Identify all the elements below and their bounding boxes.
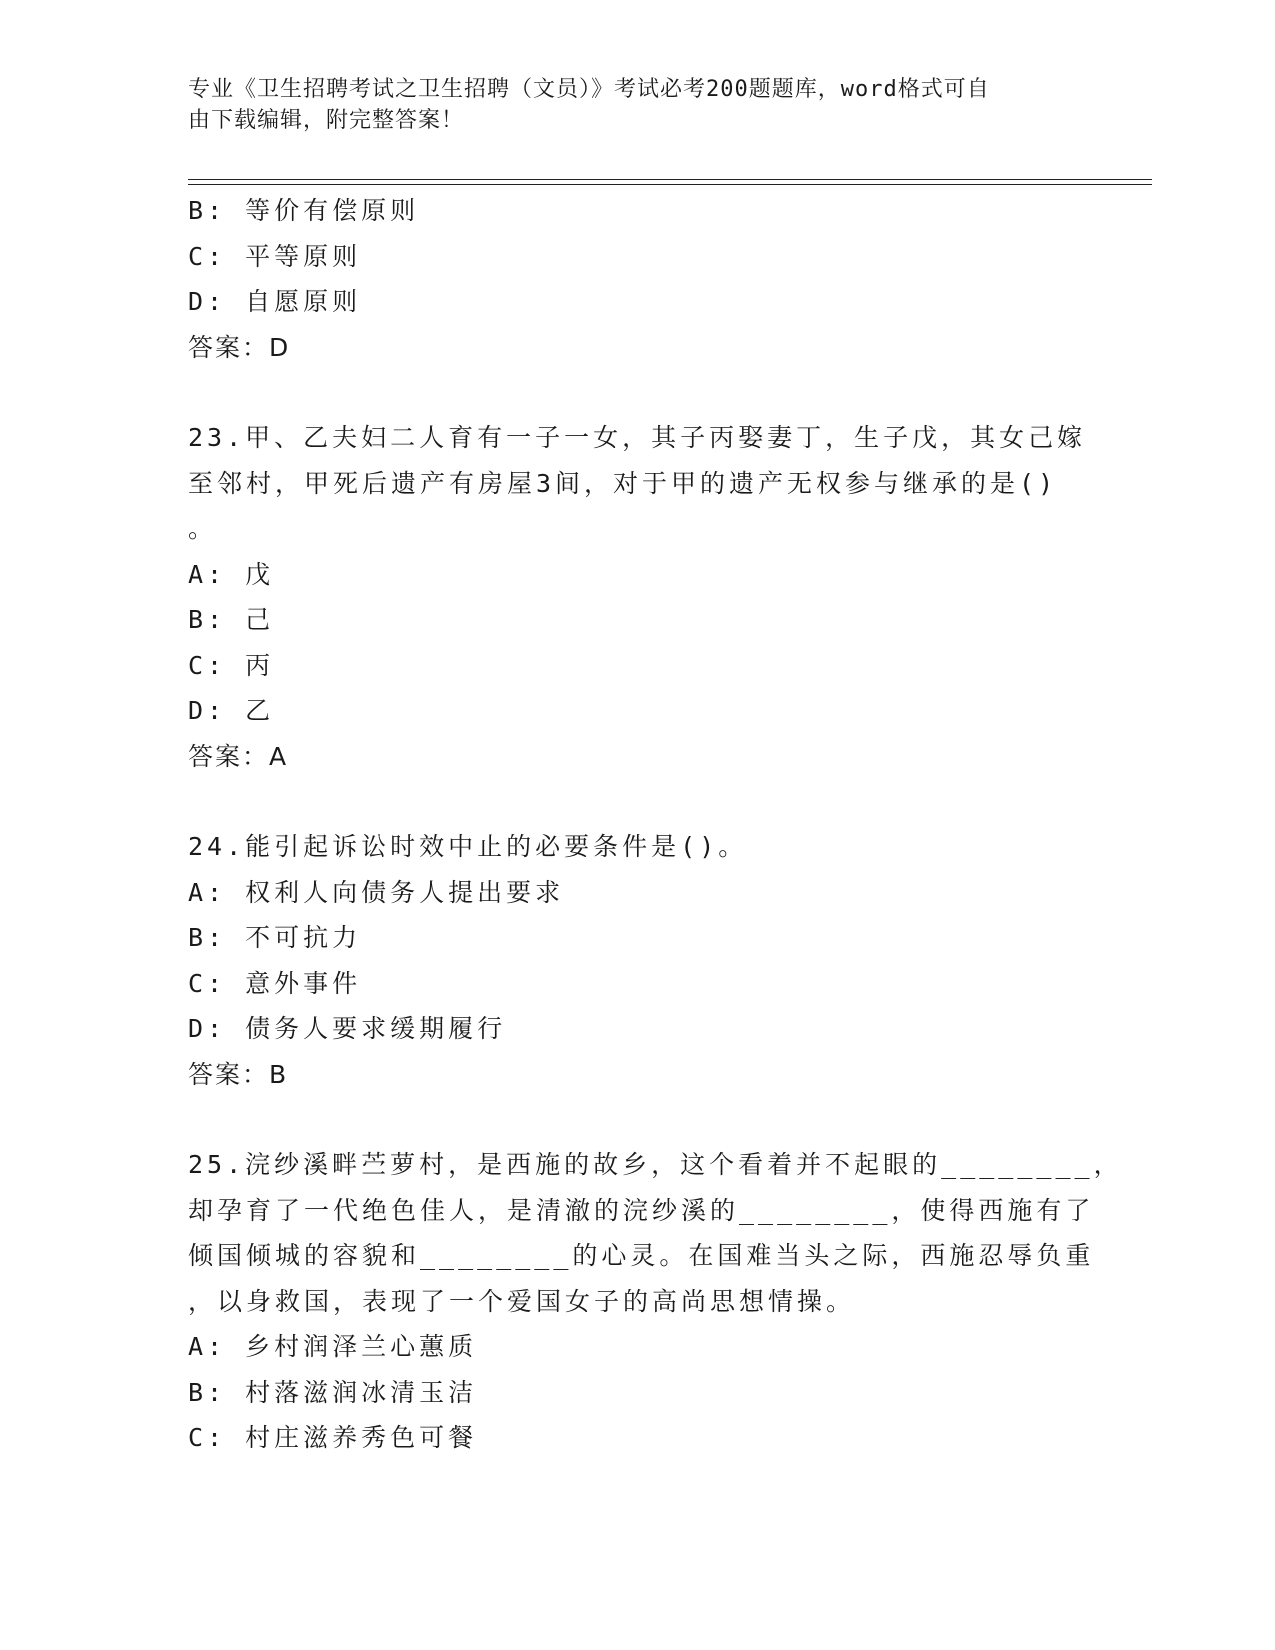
header-line-1: 专业《卫生招聘考试之卫生招聘（文员）》考试必考200题题库，word格式可自 xyxy=(188,77,990,102)
answer-line: 答案：A xyxy=(188,741,289,771)
document-header xyxy=(188,74,1068,136)
option-a: A: 戊 xyxy=(188,559,275,589)
question-stem-line: 却孕育了一代绝色佳人，是清澈的浣纱溪的________，使得西施有了 xyxy=(188,1195,1095,1225)
answer-line: 答案：B xyxy=(188,1059,289,1089)
question-22-tail xyxy=(188,188,1088,370)
question-stem-line: 25.浣纱溪畔苎萝村，是西施的故乡，这个看着并不起眼的________， xyxy=(188,1150,1123,1179)
option-c: C: 丙 xyxy=(188,650,275,680)
question-25 xyxy=(188,1142,1123,1461)
question-stem-line: 23.甲、乙夫妇二人育有一子一女，其子丙娶妻丁，生子戊，其女己嫁 xyxy=(188,423,1087,452)
question-stem-line: 倾国倾城的容貌和________的心灵。在国难当头之际，西施忍辱负重 xyxy=(188,1241,1095,1270)
question-23 xyxy=(188,415,1088,779)
option-d: D: 自愿原则 xyxy=(188,287,362,316)
option-d: D: 债务人要求缓期履行 xyxy=(188,1014,507,1043)
question-spacer xyxy=(188,1097,1088,1142)
option-a: A: 乡村润泽兰心蕙质 xyxy=(188,1332,478,1361)
option-c: C: 村庄滋养秀色可餐 xyxy=(188,1423,478,1452)
question-stem-line: 。 xyxy=(188,514,218,543)
question-stem-line: 至邻村，甲死后遗产有房屋3间，对于甲的遗产无权参与继承的是() xyxy=(188,468,1058,498)
header-line-2: 由下载编辑，附完整答案！ xyxy=(188,108,465,133)
question-stem-line: 24.能引起诉讼时效中止的必要条件是()。 xyxy=(188,832,748,861)
question-spacer xyxy=(188,370,1088,415)
option-b: B: 不可抗力 xyxy=(188,923,362,952)
answer-line: 答案：D xyxy=(188,332,291,362)
option-c: C: 意外事件 xyxy=(188,968,362,998)
header-divider-bottom xyxy=(188,184,1152,185)
question-stem-line: ，以身救国，表现了一个爱国女子的高尚思想情操。 xyxy=(188,1286,856,1316)
question-24 xyxy=(188,824,1088,1097)
option-c: C: 平等原则 xyxy=(188,241,362,271)
question-content xyxy=(188,188,1123,1461)
option-a: A: 权利人向债务人提出要求 xyxy=(188,877,565,907)
option-d: D: 乙 xyxy=(188,696,275,725)
option-b: B: 村落滋润冰清玉洁 xyxy=(188,1377,478,1407)
option-b: B: 等价有偿原则 xyxy=(188,196,420,225)
option-b: B: 己 xyxy=(188,605,275,634)
header-divider-top xyxy=(188,179,1152,180)
question-spacer xyxy=(188,779,1088,824)
